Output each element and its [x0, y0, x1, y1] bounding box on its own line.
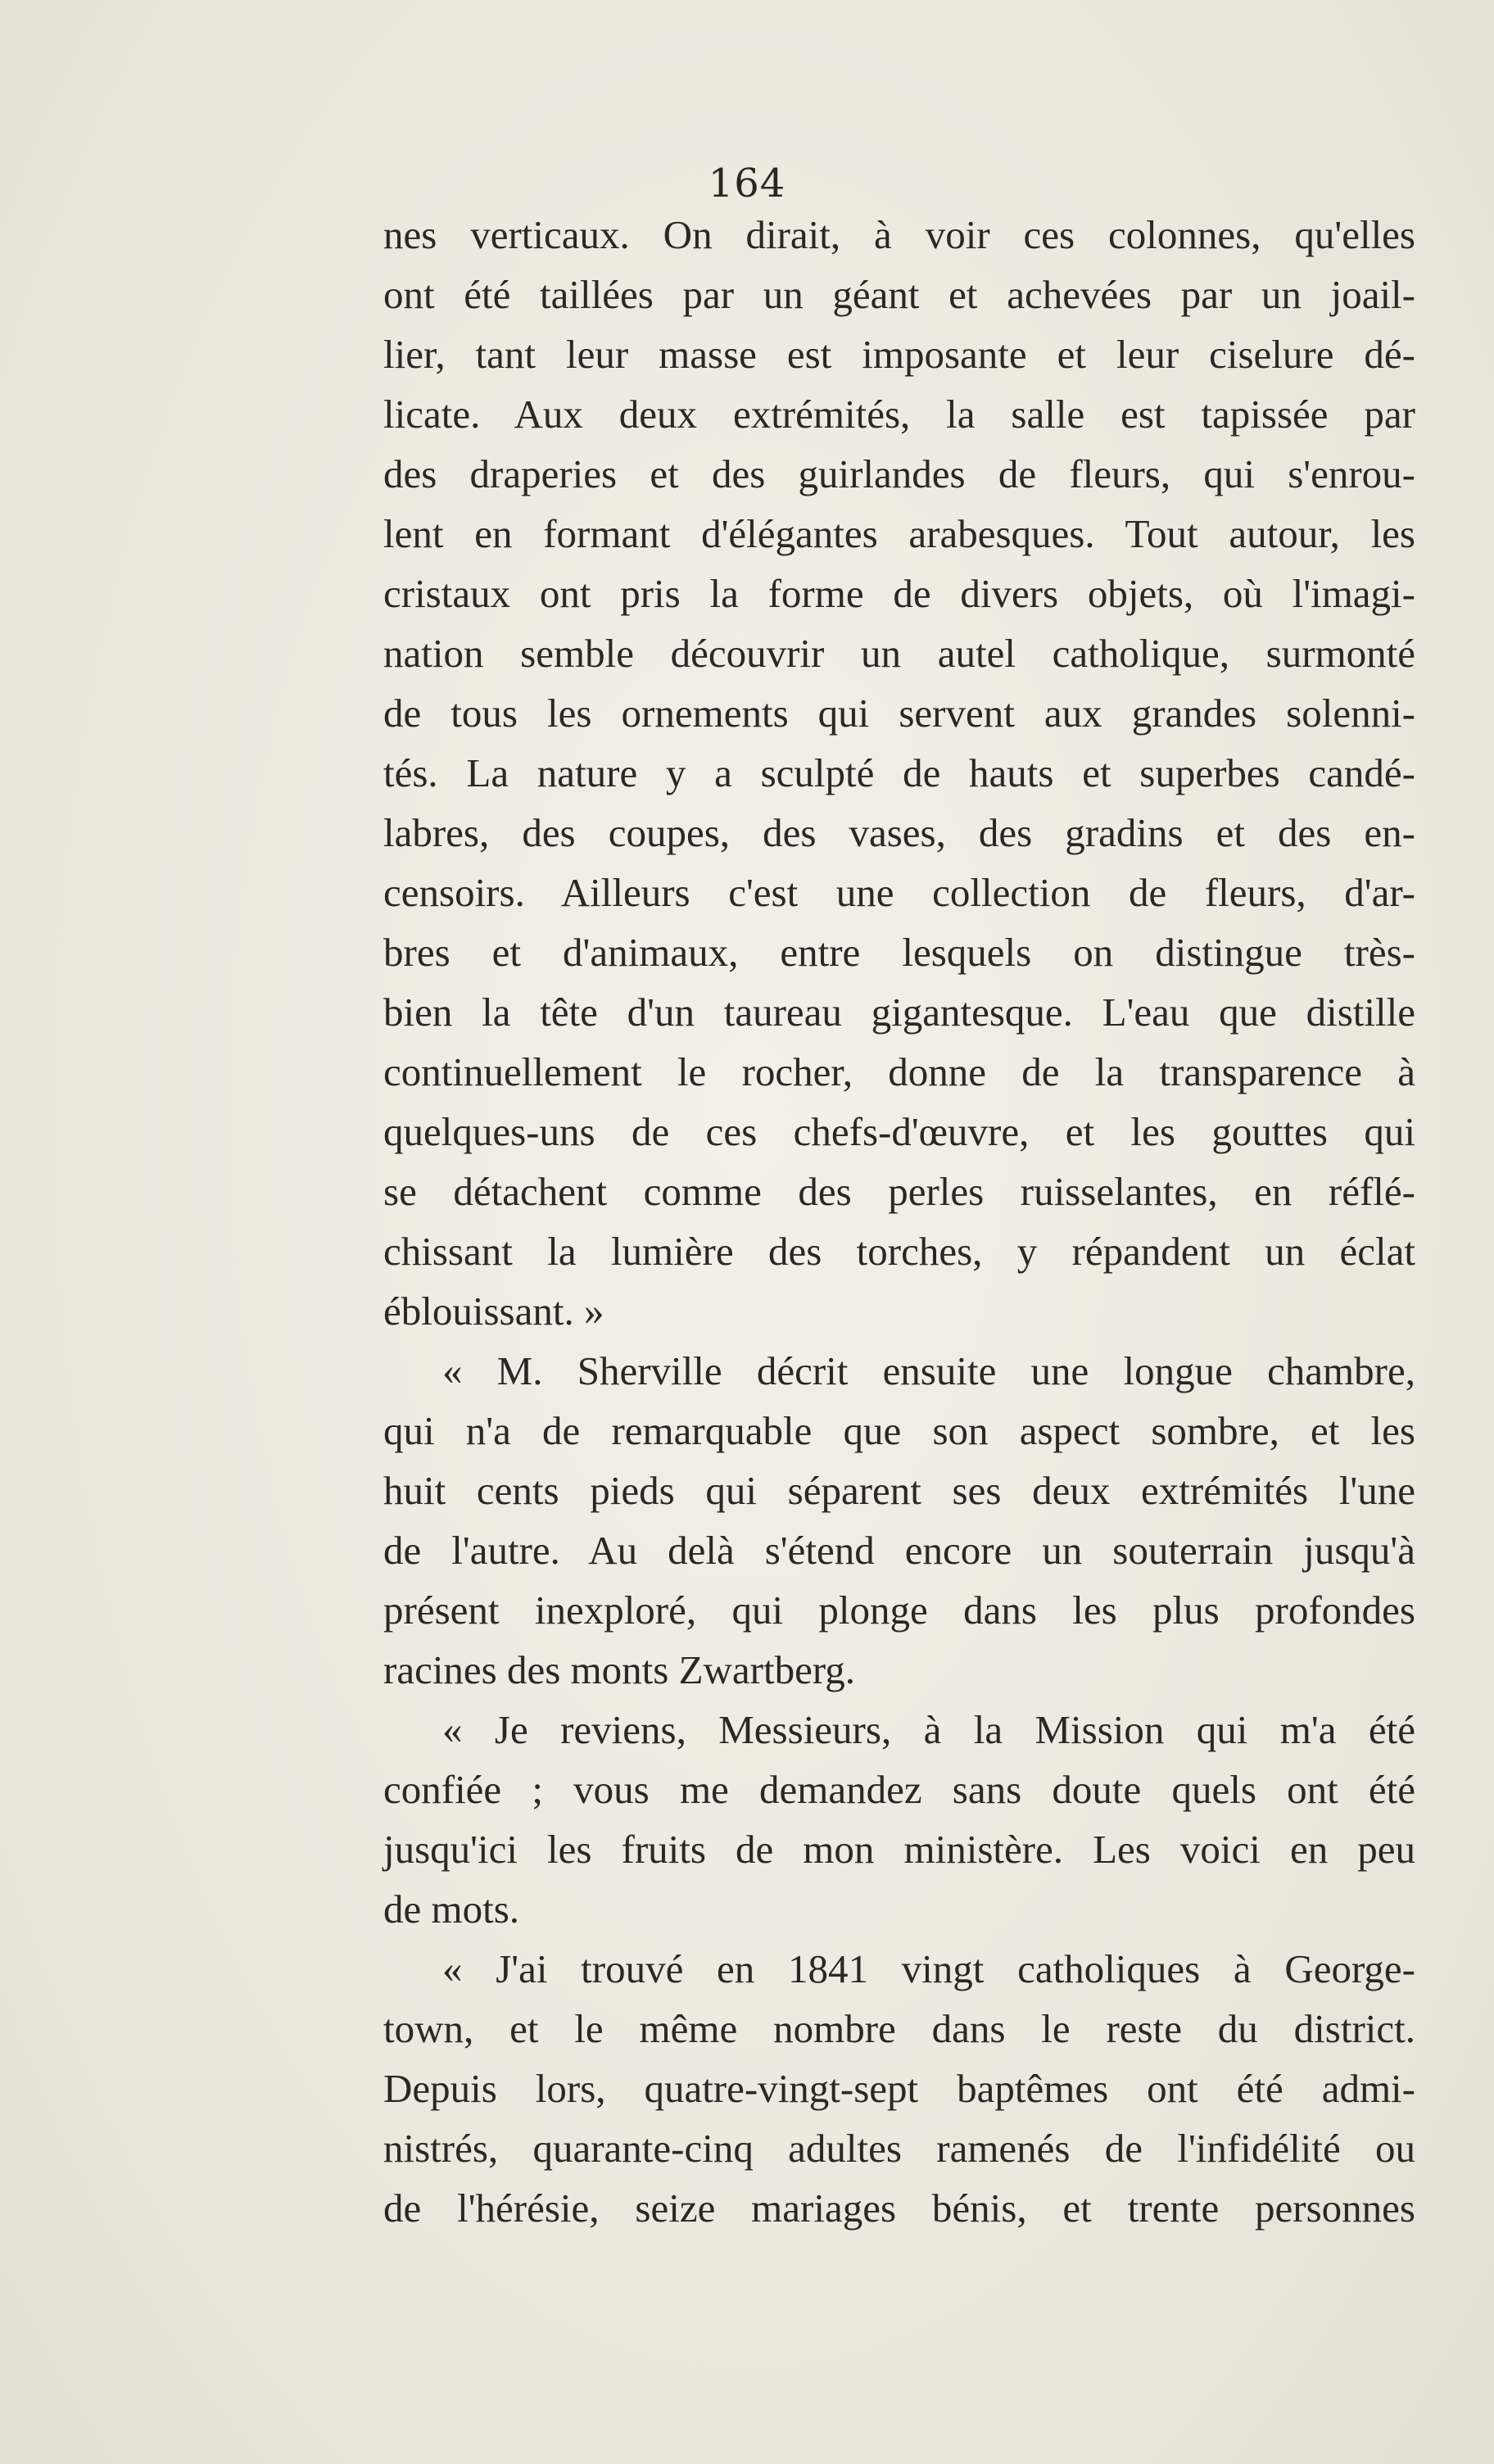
- text-line: censoirs. Ailleurs c'est une collection de fleurs, d'ar-: [383, 870, 1415, 915]
- text-line: nistrés, quarante-cinq adultes ramenés de l'infidélité ou: [383, 2126, 1415, 2171]
- text-line: « M. Sherville décrit ensuite une longue chambre,: [442, 1348, 1415, 1393]
- text-line: quelques-uns de ces chefs-d'œuvre, et les gouttes qui: [383, 1109, 1415, 1154]
- text-line: nes verticaux. On dirait, à voir ces colonnes, qu'elles: [383, 212, 1415, 257]
- text-line: labres, des coupes, des vases, des gradins et des en-: [383, 810, 1415, 855]
- text-line: chissant la lumière des torches, y répandent un éclat: [383, 1229, 1415, 1274]
- text-line: se détachent comme des perles ruisselantes, en réflé-: [383, 1169, 1415, 1214]
- text-line: racines des monts Zwartberg.: [383, 1647, 856, 1692]
- text-line: des draperies et des guirlandes de fleurs, qui s'enrou-: [383, 451, 1415, 496]
- text-line: de tous les ornements qui servent aux grandes solenni-: [383, 691, 1415, 736]
- text-line: de mots.: [383, 1886, 520, 1932]
- text-line: lent en formant d'élégantes arabesques. Tout autour, les: [383, 511, 1415, 556]
- text-line: « J'ai trouvé en 1841 vingt catholiques à George-: [442, 1946, 1415, 1991]
- text-line: lier, tant leur masse est imposante et leur ciselure dé-: [383, 332, 1415, 377]
- text-line: bien la tête d'un taureau gigantesque. L'eau que distille: [383, 990, 1415, 1035]
- text-line: « Je reviens, Messieurs, à la Mission qui m'a été: [442, 1707, 1415, 1752]
- text-line: confiée ; vous me demandez sans doute quels ont été: [383, 1767, 1415, 1812]
- text-line: licate. Aux deux extrémités, la salle est tapissée par: [383, 392, 1415, 437]
- text-line: de l'hérésie, seize mariages bénis, et trente personnes: [383, 2185, 1415, 2231]
- text-line: town, et le même nombre dans le reste du district.: [383, 2006, 1415, 2051]
- text-line: qui n'a de remarquable que son aspect sombre, et les: [383, 1408, 1415, 1453]
- text-line: huit cents pieds qui séparent ses deux extrémités l'une: [383, 1468, 1415, 1513]
- text-line: tés. La nature y a sculpté de hauts et superbes candé-: [383, 750, 1415, 795]
- text-line: continuellement le rocher, donne de la transparence à: [383, 1049, 1415, 1094]
- text-line: ont été taillées par un géant et achevées par un joail-: [383, 272, 1415, 317]
- page-number: 164: [708, 161, 786, 206]
- text-line: Depuis lors, quatre-vingt-sept baptêmes ont été admi-: [383, 2066, 1415, 2111]
- body-text: [383, 205, 1415, 2238]
- text-line: jusqu'ici les fruits de mon ministère. Les voici en peu: [383, 1827, 1415, 1872]
- text-line: cristaux ont pris la forme de divers objets, où l'imagi-: [383, 571, 1415, 616]
- text-line: éblouissant. »: [383, 1289, 604, 1334]
- text-line: de l'autre. Au delà s'étend encore un souterrain jusqu'à: [383, 1528, 1415, 1573]
- text-line: bres et d'animaux, entre lesquels on distingue très-: [383, 930, 1415, 975]
- text-line: présent inexploré, qui plonge dans les plus profondes: [383, 1588, 1415, 1633]
- text-line: nation semble découvrir un autel catholique, surmonté: [383, 631, 1415, 676]
